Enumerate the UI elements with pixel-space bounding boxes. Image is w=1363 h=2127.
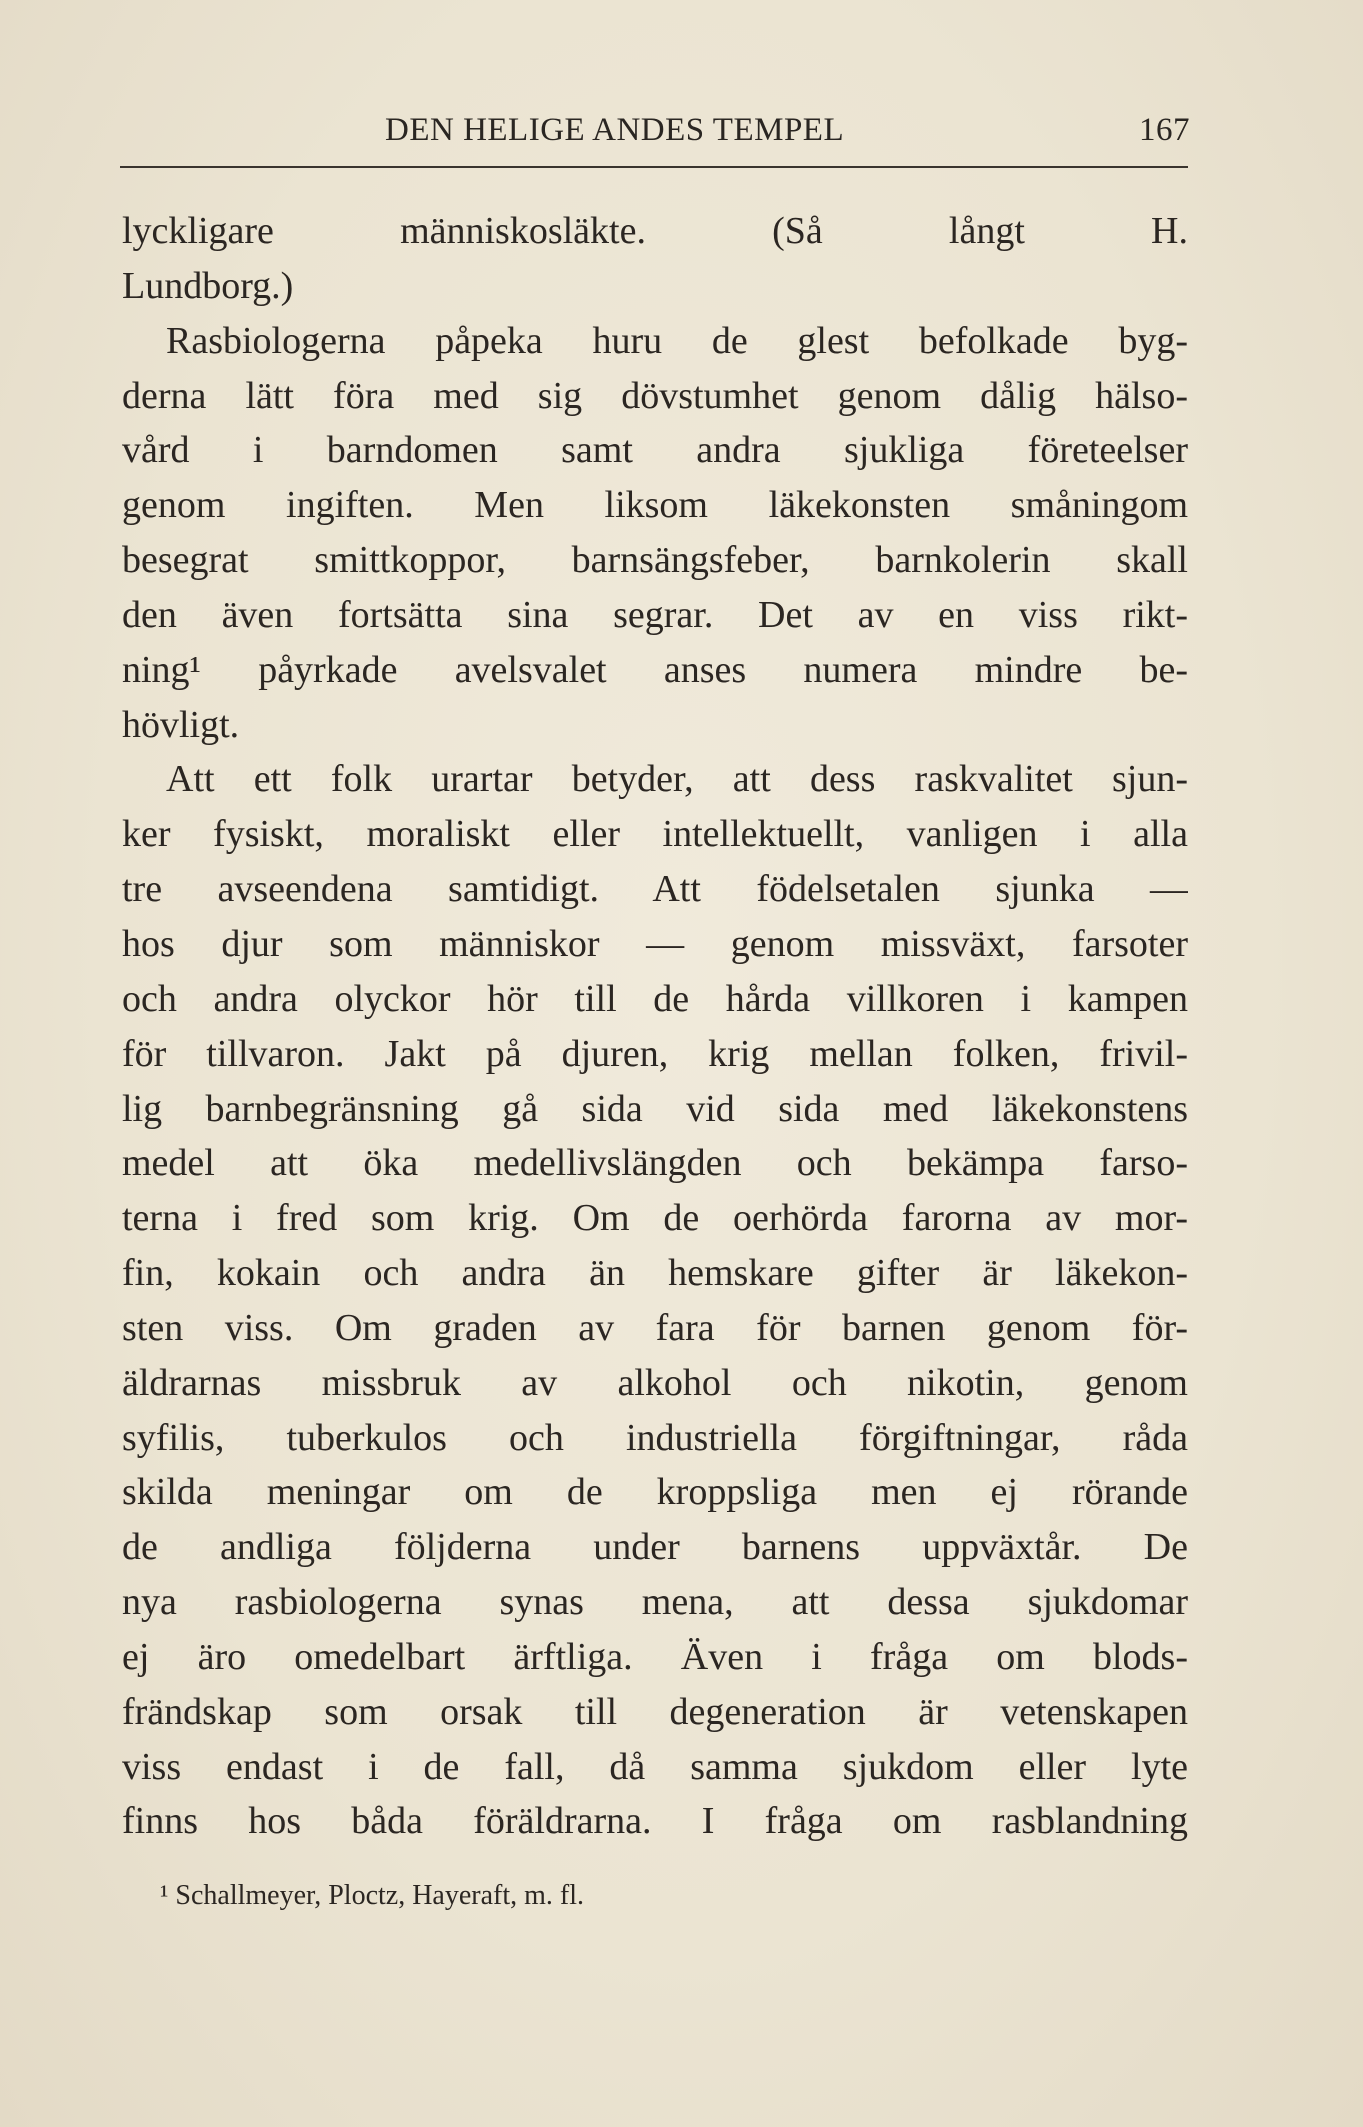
text-line: Att ett folk urartar betyder, att dess raskvalitet sjun- xyxy=(166,758,1188,801)
text-line: medel att öka medellivslängden och bekämpa farso- xyxy=(122,1142,1188,1185)
text-line: besegrat smittkoppor, barnsängsfeber, barnkolerin skall xyxy=(122,539,1188,582)
header-rule xyxy=(120,166,1188,168)
text-line: ker fysiskt, moraliskt eller intellektuellt, vanligen i alla xyxy=(122,813,1188,856)
text-line: skilda meningar om de kroppsliga men ej rörande xyxy=(122,1471,1188,1514)
text-line: viss endast i de fall, då samma sjukdom eller lyte xyxy=(122,1745,1188,1788)
text-line: för tillvaron. Jakt på djuren, krig mellan folken, frivil- xyxy=(122,1032,1188,1075)
text-line: den även fortsätta sina segrar. Det av en viss rikt- xyxy=(122,593,1188,636)
running-title: DEN HELIGE ANDES TEMPEL xyxy=(385,112,845,148)
text-line: hövligt. xyxy=(122,703,240,746)
text-line: de andliga följderna under barnens uppväxtår. De xyxy=(122,1526,1188,1569)
text-line: hos djur som människor — genom missväxt, farsoter xyxy=(122,922,1188,965)
text-line: frändskap som orsak till degeneration är vetenskapen xyxy=(122,1690,1188,1733)
text-line: lyckligare människosläkte. (Så långt H. xyxy=(122,210,1188,252)
text-line: vård i barndomen samt andra sjukliga företeelser xyxy=(122,429,1188,472)
text-line: ej äro omedelbart ärftliga. Även i fråga om blods- xyxy=(122,1635,1188,1678)
running-header xyxy=(120,108,1190,158)
text-line: Rasbiologerna påpeka huru de glest befolkade byg- xyxy=(166,319,1188,362)
text-line: nya rasbiologerna synas mena, att dessa sjukdomar xyxy=(122,1581,1188,1624)
text-line: fin, kokain och andra än hemskare gifter är läkekon- xyxy=(122,1252,1188,1295)
text-line: syfilis, tuberkulos och industriella förgiftningar, råda xyxy=(122,1416,1188,1459)
text-line: tre avseendena samtidigt. Att födelsetalen sjunka — xyxy=(122,868,1188,911)
text-line: lig barnbegränsning gå sida vid sida med läkekonstens xyxy=(122,1087,1188,1130)
body-text xyxy=(122,204,1188,1849)
text-line: genom ingiften. Men liksom läkekonsten småningom xyxy=(122,484,1188,527)
text-line: Lundborg.) xyxy=(122,264,294,307)
text-line: derna lätt föra med sig dövstumhet genom dålig hälso- xyxy=(122,374,1188,417)
text-line: terna i fred som krig. Om de oerhörda farorna av mor- xyxy=(122,1197,1188,1240)
text-line: och andra olyckor hör till de hårda villkoren i kampen xyxy=(122,977,1188,1020)
text-line: ning¹ påyrkade avelsvalet anses numera mindre be- xyxy=(122,648,1188,691)
text-line: finns hos båda föräldrarna. I fråga om rasblandning xyxy=(122,1800,1188,1843)
footnote: ¹ Schallmeyer, Ploctz, Hayeraft, m. fl. xyxy=(160,1880,585,1911)
page-number: 167 xyxy=(1139,112,1190,148)
text-line: sten viss. Om graden av fara för barnen genom för- xyxy=(122,1306,1188,1349)
text-line: äldrarnas missbruk av alkohol och nikotin, genom xyxy=(122,1361,1188,1404)
